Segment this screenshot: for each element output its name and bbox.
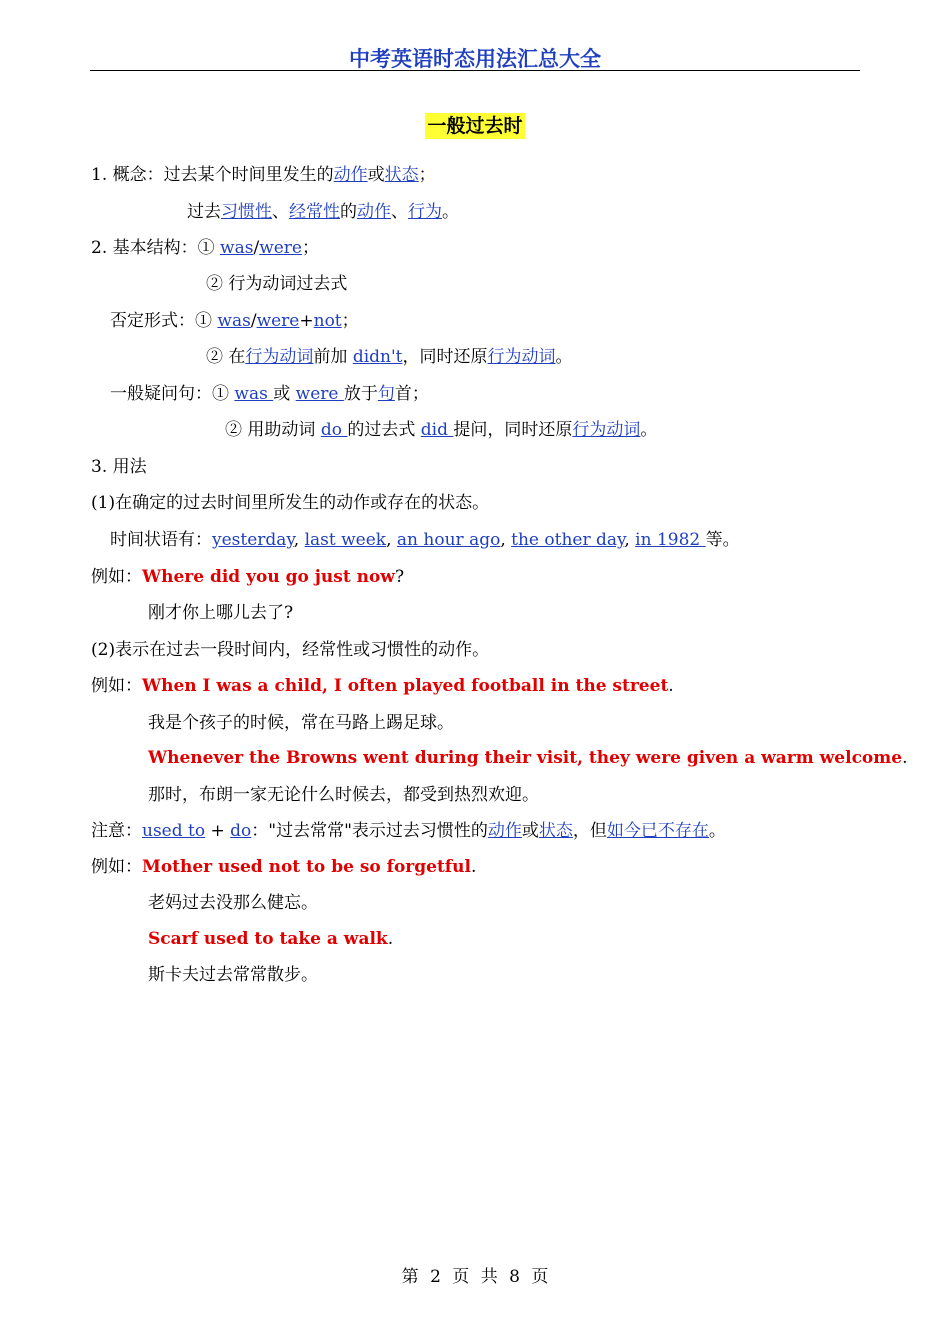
term-link[interactable]: 动作	[487, 821, 522, 841]
term-link[interactable]: do	[320, 420, 348, 440]
page-number: 第 2 页 共 8 页	[401, 1267, 549, 1287]
term-link[interactable]: 动作	[333, 165, 368, 185]
term-link[interactable]: were	[295, 384, 344, 404]
usage-point-1: (1)在确定的过去时间里所发生的动作或存在的状态。	[91, 493, 490, 513]
note-line: 注意：used to + do："过去常常"表示过去习惯性的动作或状态，但如今已不存在。	[91, 821, 726, 841]
term-link[interactable]: were	[256, 311, 300, 331]
term-link[interactable]: was	[220, 238, 254, 258]
term-link[interactable]: 行为动词	[245, 347, 314, 367]
header-divider	[90, 70, 860, 71]
example-3-translation: 那时，布朗一家无论什么时候去，都受到热烈欢迎。	[148, 785, 539, 805]
term-link[interactable]: not	[313, 311, 342, 331]
term-link[interactable]: 如今已不存在	[606, 821, 709, 841]
term-link[interactable]: were	[259, 238, 302, 258]
example-sentence: Mother used not to be so forgetful	[142, 857, 471, 877]
structure-line-1: 2. 基本结构：① was/were；	[91, 238, 319, 258]
example-1-translation: 刚才你上哪儿去了?	[148, 603, 294, 623]
term-link[interactable]: the other day	[511, 530, 625, 550]
term-link[interactable]: 行为动词	[487, 347, 556, 367]
concept-line-1: 1. 概念：过去某个时间里发生的动作或状态；	[91, 165, 436, 185]
example-2-translation: 我是个孩子的时候，常在马路上踢足球。	[148, 713, 454, 733]
term-link[interactable]: 行为	[408, 202, 442, 222]
example-sentence: Where did you go just now	[142, 567, 395, 587]
term-link[interactable]: 状态	[384, 165, 419, 185]
term-link[interactable]: was	[217, 311, 251, 331]
negative-line-2: ② 在行为动词前加 didn't，同时还原行为动词。	[206, 347, 573, 367]
section-title-highlight: 一般过去时	[427, 115, 523, 137]
example-5: Scarf used to take a walk.	[148, 929, 394, 949]
term-link[interactable]: 状态	[538, 821, 573, 841]
question-line-2: ② 用助动词 do 的过去式 did 提问，同时还原行为动词。	[225, 420, 658, 440]
example-3: Whenever the Browns went during their visit, they were given a warm welcome.	[148, 748, 908, 768]
section-title	[0, 111, 950, 142]
term-link[interactable]: an hour ago	[396, 530, 501, 550]
example-1: 例如：Where did you go just now?	[91, 567, 405, 587]
term-link[interactable]: yesterday	[212, 530, 294, 550]
term-link[interactable]: didn't	[352, 347, 403, 367]
term-link[interactable]: 动作	[357, 202, 391, 222]
term-link[interactable]: 句	[377, 384, 395, 404]
example-4: 例如：Mother used not to be so forgetful.	[91, 857, 477, 877]
example-sentence: Scarf used to take a walk	[148, 929, 388, 949]
example-2: 例如：When I was a child, I often played football in the street.	[91, 676, 674, 696]
concept-line-2: 过去习惯性、经常性的动作、行为。	[187, 202, 459, 222]
time-adverbials-line: 时间状语有：yesterday, last week, an hour ago, the other day, in 1982 等。	[110, 530, 740, 550]
term-link[interactable]: do	[230, 821, 252, 841]
example-sentence: When I was a child, I often played football in the street	[142, 676, 669, 696]
term-link[interactable]: 习惯性	[221, 202, 272, 222]
structure-line-2: ② 行为动词过去式	[206, 274, 348, 294]
document-title: 中考英语时态用法汇总大全	[349, 47, 601, 71]
usage-point-2: (2)表示在过去一段时间内，经常性或习惯性的动作。	[91, 640, 490, 660]
term-link[interactable]: did	[420, 420, 454, 440]
usage-heading: 3. 用法	[91, 457, 147, 477]
term-link[interactable]: last week	[304, 530, 387, 550]
example-4-translation: 老妈过去没那么健忘。	[148, 893, 318, 913]
term-link[interactable]: 经常性	[289, 202, 340, 222]
term-link[interactable]: was	[234, 384, 274, 404]
example-5-translation: 斯卡夫过去常常散步。	[148, 965, 318, 985]
term-link[interactable]: in 1982	[635, 530, 706, 550]
term-link[interactable]: 行为动词	[572, 420, 641, 440]
negative-line-1: 否定形式：① was/were+not；	[110, 311, 359, 331]
question-line-1: 一般疑问句：① was 或 were 放于句首；	[110, 384, 429, 404]
term-link[interactable]: used to	[142, 821, 206, 841]
example-sentence: Whenever the Browns went during their visit, they were given a warm welcome	[148, 748, 903, 768]
